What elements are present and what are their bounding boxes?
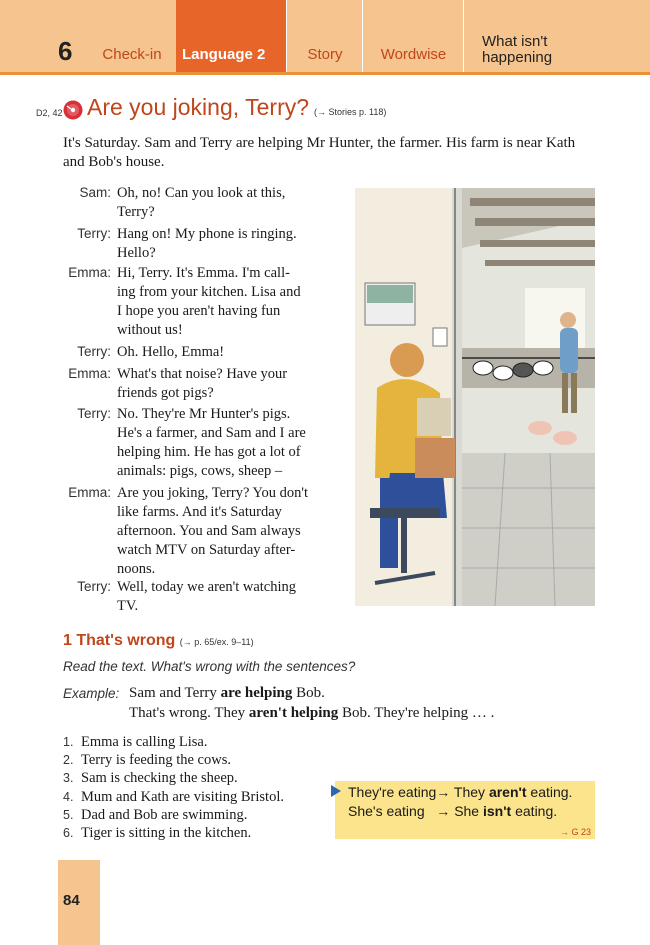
example-sentence: Sam and Terry are helping Bob. <box>129 685 325 701</box>
play-arrow-icon <box>331 785 341 797</box>
dialogue-line: What's that noise? Have your <box>117 366 288 382</box>
dialogue-line: Terry? <box>117 204 155 220</box>
exercise-number: 1 <box>63 632 72 649</box>
list-item: 1. Emma is calling Lisa. <box>63 734 208 750</box>
dialogue-line: Hi, Terry. It's Emma. I'm call- <box>117 265 290 281</box>
intro-paragraph: It's Saturday. Sam and Terry are helping Mr Hunter, the farmer. His farm is near Kath and Bob's house. <box>63 135 576 170</box>
example-label: Example: <box>63 686 120 701</box>
speaker-label: Sam: <box>79 185 111 200</box>
dialogue-line: like farms. And it's Saturday <box>117 504 282 520</box>
grammar-reference-link[interactable]: → G 23 <box>559 827 591 837</box>
dialogue-line: No. They're Mr Hunter's pigs. <box>117 406 291 422</box>
grammar-example-2: She's eating → She isn't eating. <box>348 803 558 819</box>
tab-wordwise[interactable]: Wordwise <box>362 0 464 72</box>
dialogue-line: Oh, no! Can you look at this, <box>117 185 286 201</box>
dialogue-line: friends got pigs? <box>117 385 214 401</box>
story-illustration <box>355 188 595 606</box>
dialogue-line: ing from your kitchen. Lisa and <box>117 284 301 300</box>
list-item: 4. Mum and Kath are visiting Bristol. <box>63 788 284 805</box>
speaker-label: Terry: <box>77 226 111 241</box>
dialogue-line: Hang on! My phone is ringing. <box>117 226 297 242</box>
cd-icon <box>63 100 83 120</box>
header-divider <box>0 72 650 75</box>
exercise-heading <box>63 632 254 650</box>
list-item: 2. Terry is feeding the cows. <box>63 752 231 769</box>
dialogue-line: afternoon. You and Sam always <box>117 523 301 539</box>
speaker-label: Emma: <box>68 485 111 500</box>
speaker-label: Emma: <box>68 265 111 280</box>
grammar-example-1: They're eating→ They aren't eating. <box>348 784 573 800</box>
exercise-items <box>63 733 284 842</box>
dialogue-line: He's a farmer, and Sam and I are <box>117 425 306 441</box>
page-number: 84 <box>63 892 80 909</box>
exercise-reference: (→ p. 65/ex. 9–11) <box>179 637 254 647</box>
tab-language-2[interactable]: Language 2 <box>176 0 286 72</box>
stories-reference: (→ Stories p. 118) <box>314 107 387 117</box>
speaker-label: Terry: <box>77 344 111 359</box>
dialogue-line: Oh. Hello, Emma! <box>117 344 225 360</box>
dialogue-line: without us! <box>117 322 183 338</box>
tab-check-in[interactable]: Check-in <box>102 46 162 63</box>
dialogue-line: animals: pigs, cows, sheep – <box>117 463 283 479</box>
arrow-icon: → <box>436 803 451 819</box>
speaker-label: Emma: <box>68 366 111 381</box>
dialogue-line: Are you joking, Terry? You don't <box>117 485 309 501</box>
tab-story[interactable]: Story <box>286 0 363 72</box>
dialogue-line: noons. <box>117 561 156 577</box>
exercise-title: That's wrong <box>76 632 176 649</box>
list-item: 6. Tiger is sitting in the kitchen. <box>63 825 252 842</box>
exercise-instruction: Read the text. What's wrong with the sentences? <box>63 659 356 674</box>
tab-what-isnt-happening[interactable]: What isn't happening <box>463 0 650 72</box>
story-title: Are you joking, Terry? <box>87 94 310 120</box>
dialogue-line: Hello? <box>117 245 156 261</box>
dialogue-line: watch MTV on Saturday after- <box>117 542 296 558</box>
example-correction: That's wrong. They aren't helping Bob. They're helping … . <box>129 705 495 721</box>
unit-number: 6 <box>58 36 73 66</box>
arrow-icon: → <box>436 784 451 800</box>
audio-track-label: D2, 42 <box>36 108 63 118</box>
list-item: 5. Dad and Bob are swimming. <box>63 806 248 823</box>
grammar-note-box <box>335 781 595 839</box>
speaker-label: Terry: <box>77 406 111 421</box>
dialogue-line: Well, today we aren't watching <box>117 579 297 595</box>
dialogue-line: I hope you aren't having fun <box>117 303 281 319</box>
list-item: 3. Sam is checking the sheep. <box>63 770 238 787</box>
speaker-label: Terry: <box>77 579 111 594</box>
dialogue-line: helping him. He has got a lot of <box>117 444 301 460</box>
dialogue-line: TV. <box>117 598 139 614</box>
